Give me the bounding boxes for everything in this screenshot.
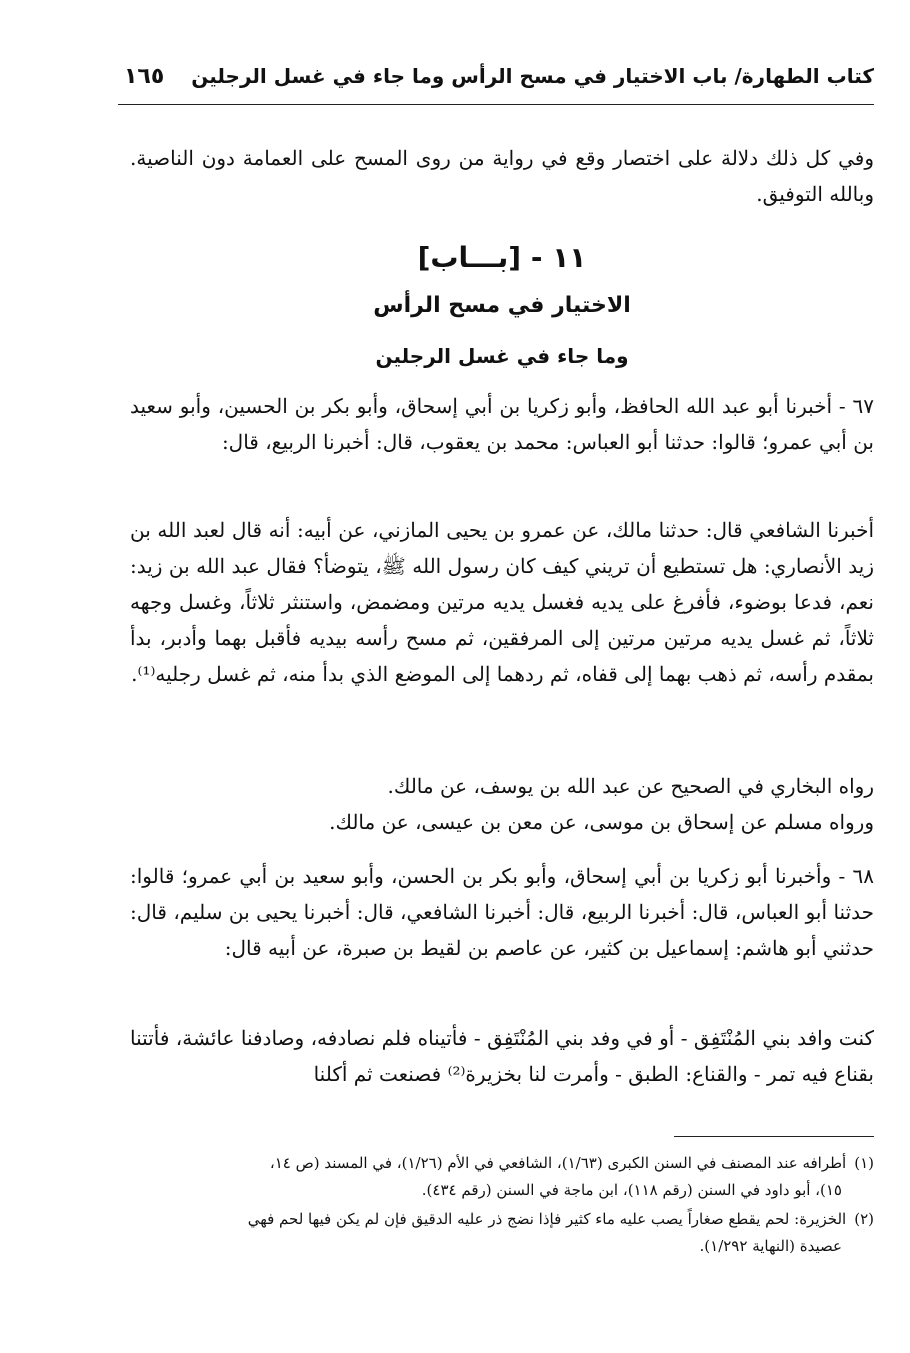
hadith-67-riwayat	[130, 768, 874, 840]
footnote-text-continued: عصيدة (النهاية ١/٢٩٢).	[699, 1237, 842, 1255]
footnote-text: أطرافه عند المصنف في السنن الكبرى (١/٦٣)، الشافعي في الأم (١/٢٦)، في المسند (ص ١٤،	[269, 1154, 847, 1172]
footnote-2	[130, 1206, 874, 1260]
footnotes	[130, 1150, 874, 1262]
footnote-number: (١)	[854, 1154, 874, 1172]
running-title: كتاب الطهارة/ باب الاختيار في مسح الرأس وما جاء في غسل الرجلين	[191, 64, 874, 88]
hadith-68-isnad	[130, 858, 874, 966]
footnote-number: (٢)	[854, 1210, 874, 1228]
chapter-number: ١١ - [بـــاب]	[417, 241, 587, 274]
hadith-67-isnad-text: ٦٧ - أخبرنا أبو عبد الله الحافظ، وأبو زكريا بن أبي إسحاق، وأبو بكر بن الحسين، وأبو سعيد بن أبي عمرو؛ قالوا: حدثنا أبو العباس: محمد بن يعقوب، قال: أخبرنا الربيع، قال:	[130, 394, 874, 454]
intro-text: وفي كل ذلك دلالة على اختصار وقع في رواية من روى المسح على العمامة دون الناصية. وبالله التوفيق.	[130, 146, 874, 206]
hadith-67-isnad	[130, 388, 874, 460]
footnote-1	[130, 1150, 874, 1204]
hadith-68-body-text: كنت وافد بني المُنْتَفِق - أو في وفد بني المُنْتَفِق - فأتيناه فلم نصادفه، وصادفنا عائشة، فأتتنا بقناع فيه تمر - والقناع: الطبق - وأمرت لنا بخزيرة⁽²⁾ فصنعت ثم أكلنا	[130, 1026, 874, 1086]
intro-paragraph	[130, 140, 874, 212]
hadith-67-body-text: أخبرنا الشافعي قال: حدثنا مالك، عن عمرو بن يحيى المازني، عن أبيه: أنه قال لعبد الله بن زيد الأنصاري: هل تستطيع أن تريني كيف كان رسول الله ﷺ، يتوضأ؟ فقال عبد الله بن زيد: نعم، فدعا بوضوء، فأفرغ على يديه فغسل يديه مرتين ومضمض، واستنثر ثلاثاً، وغسل وجهه ثلاثاً، ثم غسل يديه مرتين مرتين إلى المرفقين، ثم مسح رأسه بيديه فأقبل بهما وأدبر، بدأ بمقدم رأسه، ثم ذهب بهما إلى قفاه، ثم ردهما إلى الموضع الذي بدأ منه، ثم غسل رجليه⁽¹⁾.	[130, 518, 874, 686]
riwaya-muslim: ورواه مسلم عن إسحاق بن موسى، عن معن بن عيسى، عن مالك.	[329, 810, 874, 834]
running-header	[118, 60, 874, 105]
footnote-divider	[674, 1136, 874, 1137]
footnote-text-continued: ١٥)، أبو داود في السنن (رقم ١١٨)، ابن ماجة في السنن (رقم ٤٣٤).	[421, 1181, 842, 1199]
chapter-subtitle: وما جاء في غسل الرجلين	[375, 344, 629, 368]
footnote-text: الخزيرة: لحم يقطع صغاراً يصب عليه ماء كثير فإذا نضج ذر عليه الدقيق فإن لم يكن فيها لحم فهي	[247, 1210, 847, 1228]
riwaya-bukhari: رواه البخاري في الصحيح عن عبد الله بن يوسف، عن مالك.	[387, 774, 874, 798]
hadith-68-isnad-text: ٦٨ - وأخبرنا أبو زكريا بن أبي إسحاق، وأبو بكر بن الحسن، وأبو سعيد بن أبي عمرو؛ قالوا: حدثنا أبو العباس، قال: أخبرنا الربيع، قال: أخبرنا الشافعي، قال: أخبرنا يحيى بن سليم، قال: حدثني أبو هاشم: إسماعيل بن كثير، عن عاصم بن لقيط بن صبرة، عن أبيه قال:	[130, 864, 874, 960]
hadith-67-body	[130, 512, 874, 692]
page-number: ١٦٥	[124, 64, 165, 89]
chapter-title: الاختيار في مسح الرأس	[373, 293, 631, 318]
hadith-68-body	[130, 1020, 874, 1092]
